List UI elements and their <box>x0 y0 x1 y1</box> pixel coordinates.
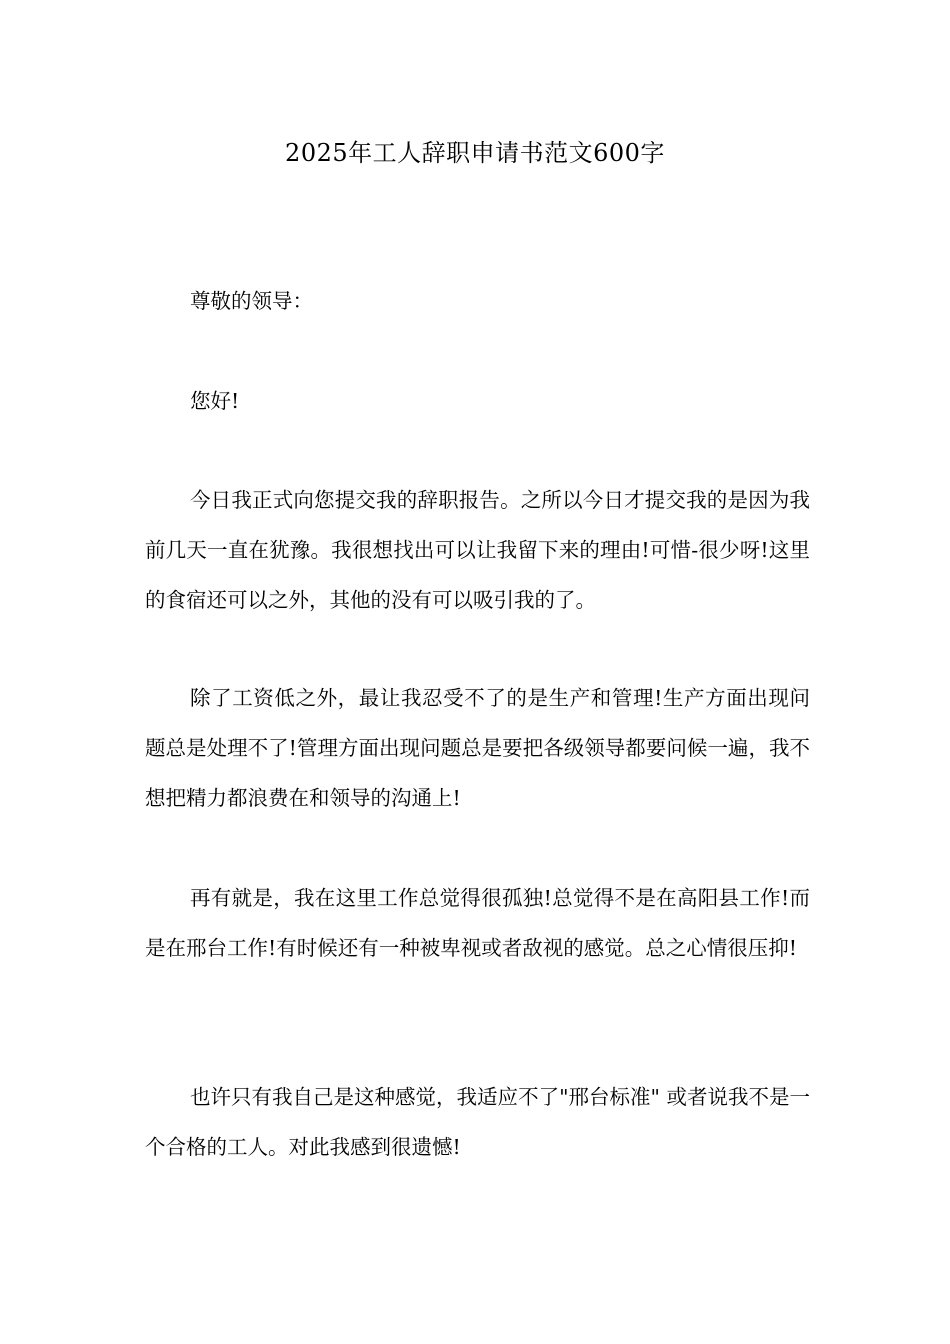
salutation: 尊敬的领导： <box>190 289 313 313</box>
body-paragraph: 再有就是，我在这里工作总觉得很孤独!总觉得不是在高阳县工作!而是在邢台工作!有时候还有一种被卑视或者敌视的感觉。总之心情很压抑! <box>145 886 810 960</box>
document-title: 2025年工人辞职申请书范文600字 <box>285 139 665 167</box>
greeting: 您好! <box>190 389 240 413</box>
body-paragraph: 今日我正式向您提交我的辞职报告。之所以今日才提交我的是因为我前几天一直在犹豫。我很想找出可以让我留下来的理由!可惜-很少呀!这里的食宿还可以之外，其他的没有可以吸引我的了。 <box>145 488 810 612</box>
body-paragraph: 除了工资低之外，最让我忍受不了的是生产和管理!生产方面出现问题总是处理不了!管理方面出现问题总是要把各级领导都要问候一遍，我不想把精力都浪费在和领导的沟通上! <box>145 686 810 810</box>
body-paragraph: 也许只有我自己是这种感觉，我适应不了"邢台标准" 或者说我不是一个合格的工人。对此我感到很遗憾! <box>145 1085 810 1159</box>
